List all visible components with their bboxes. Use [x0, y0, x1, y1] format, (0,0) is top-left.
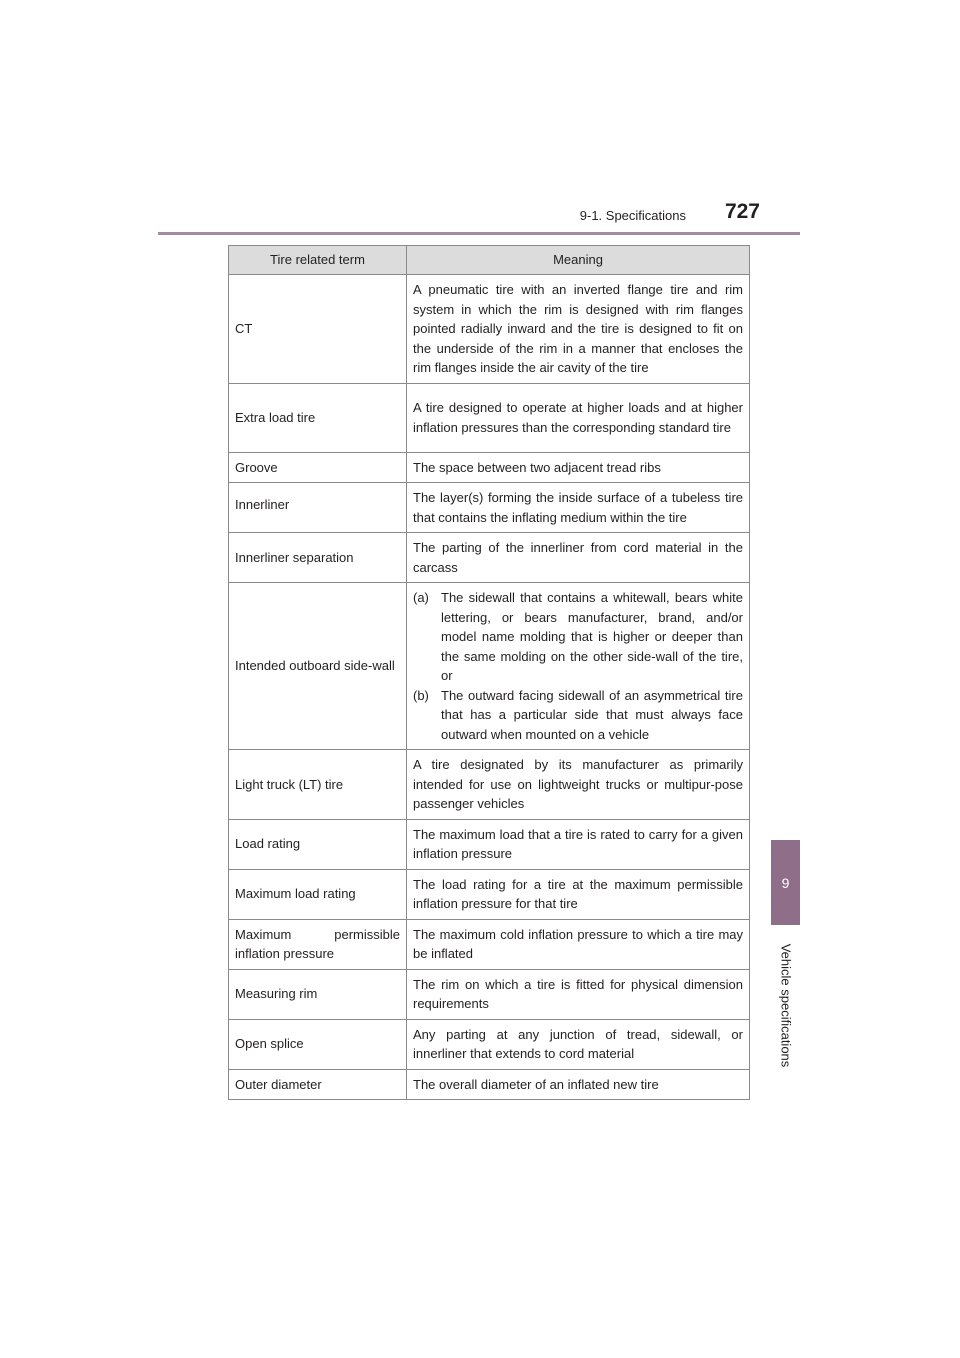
- table-row: [229, 1069, 750, 1100]
- header-rule: [158, 232, 800, 235]
- list-marker: (b): [413, 687, 429, 703]
- term-cell: Innerliner: [229, 483, 407, 533]
- page-number: 727: [724, 200, 760, 223]
- meaning-cell: [407, 583, 750, 750]
- meaning-cell: The layer(s) forming the inside surface of a tubeless tire that contains the inflating medium within the tire: [407, 483, 750, 533]
- table-row: [229, 583, 750, 750]
- term-cell: Open splice: [229, 1019, 407, 1069]
- list-item: [413, 686, 743, 745]
- list-text: The sidewall that contains a whitewall, bears white lettering, or bears manufacturer, brand, and/or model name molding that is higher or deeper than the same molding on the other side-wall of the tire, or: [441, 590, 743, 683]
- meaning-cell: A tire designated by its manufacturer as primarily intended for use on lightweight trucks or multipur-pose passenger vehicles: [407, 750, 750, 820]
- meaning-cell: The maximum cold inflation pressure to which a tire may be inflated: [407, 919, 750, 969]
- list-item: [413, 588, 743, 686]
- table-row: [229, 1019, 750, 1069]
- meaning-cell: The rim on which a tire is fitted for physical dimension requirements: [407, 969, 750, 1019]
- term-cell: Load rating: [229, 819, 407, 869]
- chapter-label: [771, 940, 800, 1070]
- term-cell: Innerliner separation: [229, 533, 407, 583]
- meaning-cell: The space between two adjacent tread ribs: [407, 452, 750, 483]
- meaning-cell: Any parting at any junction of tread, sidewall, or innerliner that extends to cord material: [407, 1019, 750, 1069]
- table-row: [229, 275, 750, 384]
- header-section-title: 9-1. Specifications: [579, 208, 686, 223]
- meaning-cell: The maximum load that a tire is rated to carry for a given inflation pressure: [407, 819, 750, 869]
- meaning-cell: The parting of the innerliner from cord material in the carcass: [407, 533, 750, 583]
- table-row: [229, 750, 750, 820]
- table-row: [229, 383, 750, 452]
- meaning-cell: The overall diameter of an inflated new tire: [407, 1069, 750, 1100]
- term-cell: Light truck (LT) tire: [229, 750, 407, 820]
- term-cell: Groove: [229, 452, 407, 483]
- table-row: [229, 533, 750, 583]
- term-cell: Maximum permissible inflation pressure: [229, 919, 407, 969]
- tire-terms-table: [228, 245, 750, 1100]
- term-cell: Measuring rim: [229, 969, 407, 1019]
- term-cell: Maximum load rating: [229, 869, 407, 919]
- term-cell: Intended outboard side-wall: [229, 583, 407, 750]
- chapter-label-text: Vehicle specifications: [778, 943, 794, 1067]
- meaning-cell: The load rating for a tire at the maximum permissible inflation pressure for that tire: [407, 869, 750, 919]
- table-header-row: [229, 246, 750, 275]
- table-row: [229, 919, 750, 969]
- table-row: [229, 819, 750, 869]
- list-marker: (a): [413, 590, 429, 605]
- term-cell: CT: [229, 275, 407, 384]
- list-text: The outward facing sidewall of an asymmetrical tire that has a particular side that must always face outward when mounted on a vehicle: [441, 687, 743, 742]
- column-header-term: Tire related term: [229, 246, 407, 275]
- table-row: [229, 969, 750, 1019]
- table-row: [229, 483, 750, 533]
- table-row: [229, 452, 750, 483]
- meaning-cell: A pneumatic tire with an inverted flange tire and rim system in which the rim is designed with rim flanges pointed radially inward and the tire is designed to fit on the underside of the rim in a manner that encloses the rim flanges inside the air cavity of the tire: [407, 275, 750, 384]
- meaning-cell: A tire designed to operate at higher loads and at higher inflation pressures than the corresponding standard tire: [407, 383, 750, 452]
- table-row: [229, 869, 750, 919]
- term-cell: Outer diameter: [229, 1069, 407, 1100]
- column-header-meaning: Meaning: [407, 246, 750, 275]
- term-cell: Extra load tire: [229, 383, 407, 452]
- chapter-tab: 9: [771, 840, 800, 925]
